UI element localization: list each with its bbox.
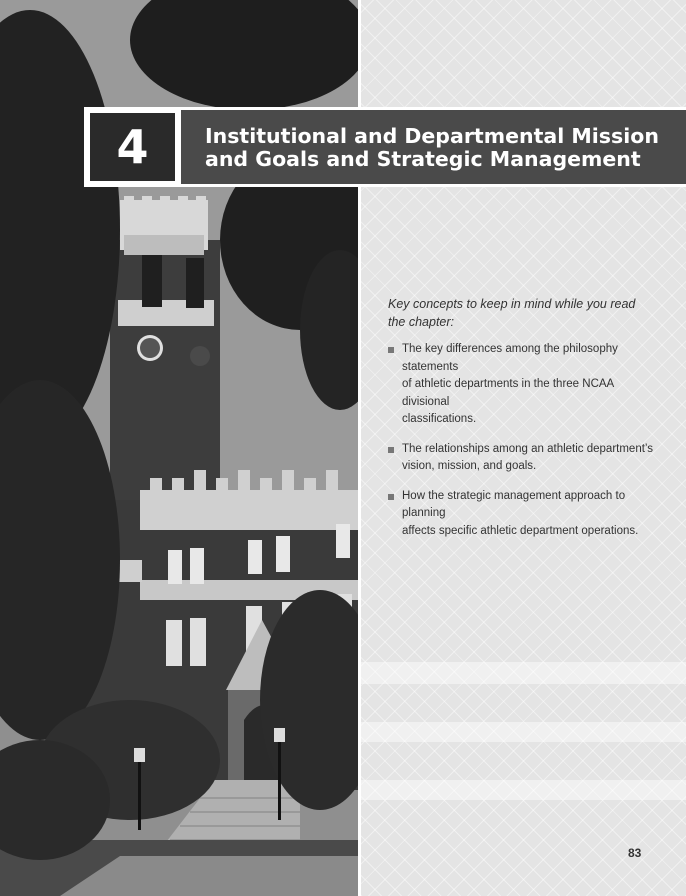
square-bullet-icon [388, 447, 394, 453]
list-item [388, 341, 658, 429]
chapter-title-line-1: Institutional and Departmental Mission [205, 124, 659, 148]
square-bullet-icon [388, 494, 394, 500]
square-bullet-icon [388, 347, 394, 353]
decorative-band [361, 662, 686, 684]
key-concepts-list [388, 341, 658, 552]
list-item-line: classifications. [402, 413, 477, 425]
decorative-band [361, 722, 686, 742]
intro-line-2: the chapter: [388, 315, 455, 329]
chapter-number-box [87, 110, 181, 184]
chapter-title-line-2: and Goals and Strategic Management [205, 147, 641, 171]
list-item-line: The relationships among an athletic department’s [402, 442, 654, 455]
list-item [388, 441, 658, 476]
intro-line-1: Key concepts to keep in mind while you read [388, 297, 636, 311]
chapter-number: 4 [116, 120, 149, 174]
list-item-line: The key differences among the philosophy statements [402, 343, 618, 373]
chapter-title-banner [84, 107, 686, 187]
list-item-line: affects specific athletic department operations. [402, 524, 639, 537]
list-item [388, 488, 658, 541]
list-item-line: vision, mission, and goals. [402, 460, 537, 472]
list-item-line: of athletic departments in the three NCAA divisional [402, 378, 614, 408]
list-item-line: How the strategic management approach to planning [402, 489, 626, 519]
page-number: 83 [628, 846, 642, 860]
decorative-band [361, 780, 686, 800]
key-concepts-intro [388, 295, 658, 331]
chapter-title [205, 125, 676, 171]
